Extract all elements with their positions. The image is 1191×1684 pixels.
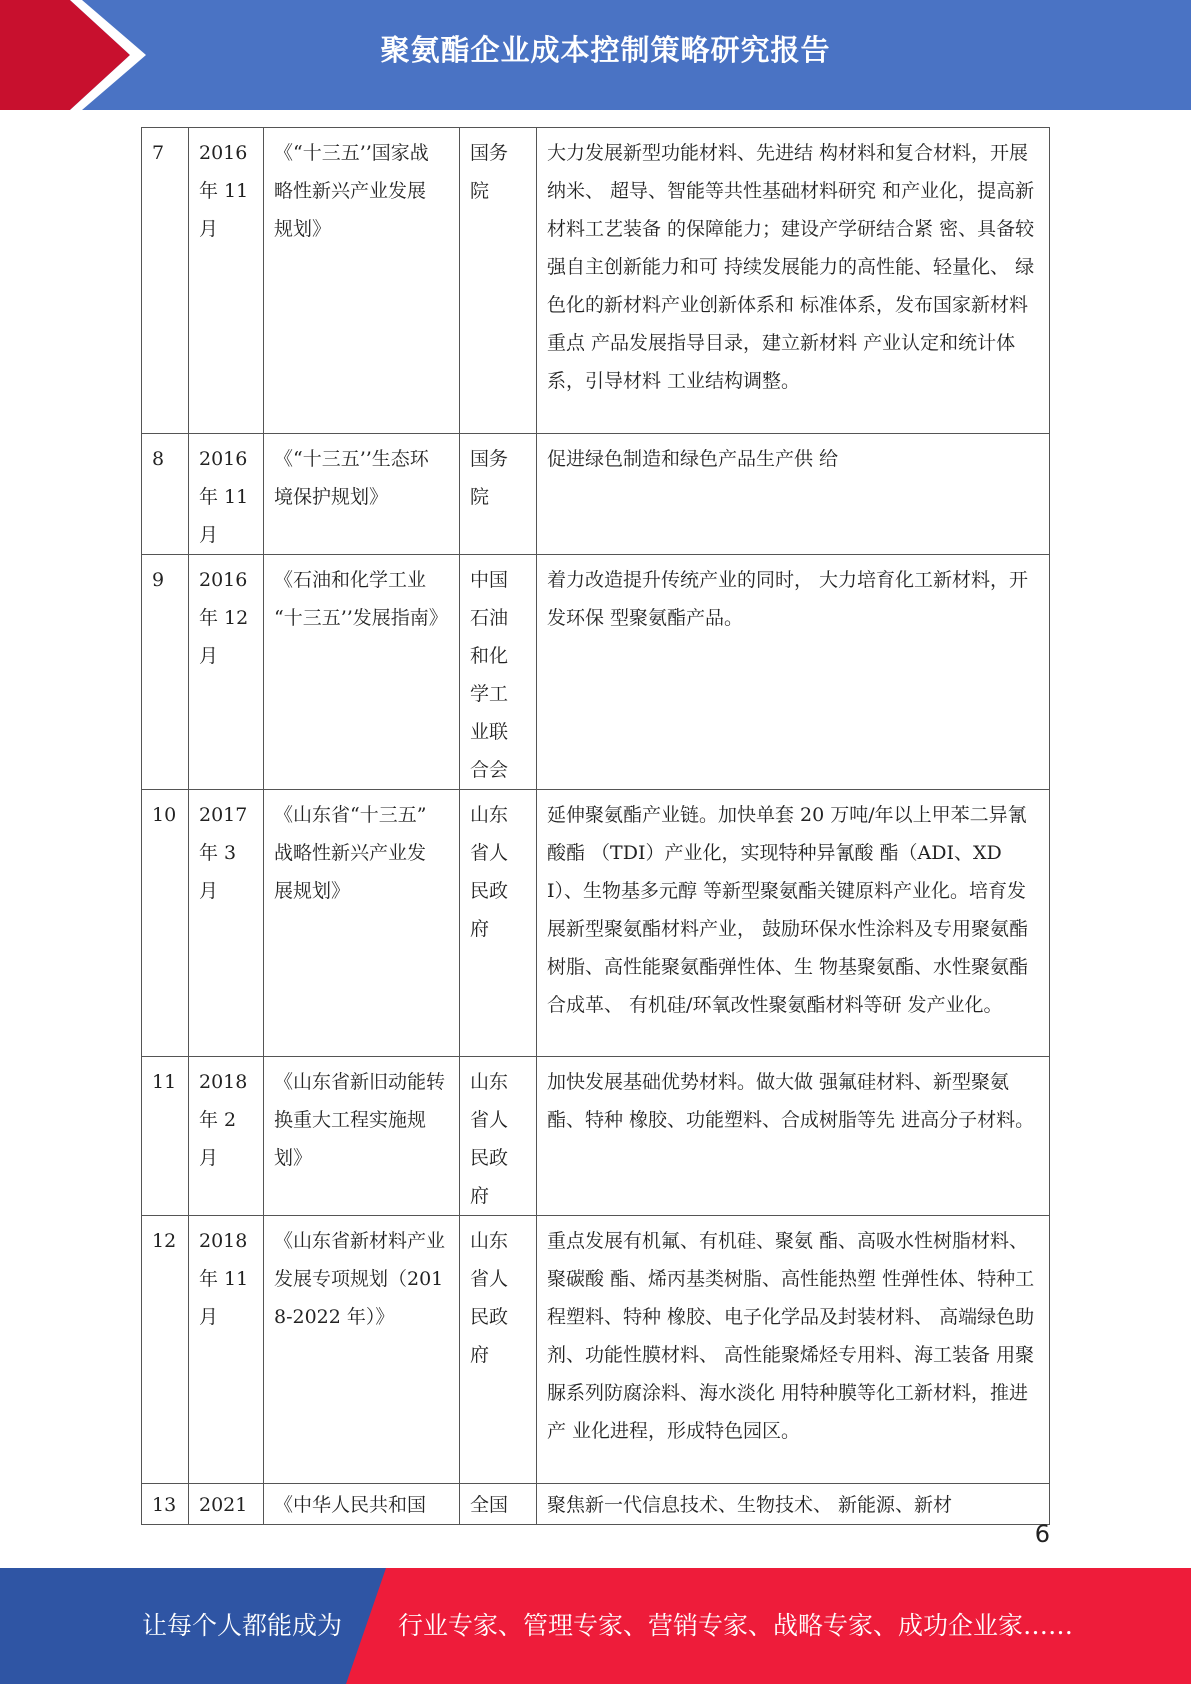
- table-row: [142, 1216, 1050, 1484]
- cell-issuer: 全国: [460, 1484, 537, 1525]
- cell-content: 大力发展新型功能材料、先进结 构材料和复合材料，开展纳米、 超导、智能等共性基础材料研究 和产业化，提高新材料工艺装备 的保障能力；建设产学研结合紧 密、具备较强自主创新能力和可 持续发展能力的高性能、轻量化、 绿色化的新材料产业创新体系和 标准体系，发布国家新材料重点 产品发展指导目录，建立新材料 产业认定和统计体系，引导材料 工业结构调整。: [537, 128, 1050, 434]
- cell-date: 2016 年 12 月: [189, 555, 264, 790]
- cell-number: 13: [142, 1484, 189, 1525]
- cell-number: 11: [142, 1057, 189, 1216]
- table-row: [142, 555, 1050, 790]
- cell-content: 加快发展基础优势材料。做大做 强氟硅材料、新型聚氨酯、特种 橡胶、功能塑料、合成树脂等先 进高分子材料。: [537, 1057, 1050, 1216]
- cell-number: 9: [142, 555, 189, 790]
- table-row: [142, 1484, 1050, 1525]
- cell-document: 《“十三五’’国家战 略性新兴产业发展 规划》: [264, 128, 460, 434]
- cell-document: 《山东省“十三五” 战略性新兴产业发 展规划》: [264, 790, 460, 1057]
- report-title: 聚氨酯企业成本控制策略研究报告: [380, 33, 831, 67]
- cell-content: 聚焦新一代信息技术、生物技术、 新能源、新材: [537, 1484, 1050, 1525]
- cell-content: 延伸聚氨酯产业链。加快单套 20 万吨/年以上甲苯二异氰酸酯 （TDI）产业化，实现特种异氰酸 酯（ADI、XDI）、生物基多元醇 等新型聚氨酯关键原料产业化。培育发展新型聚氨酯材料产业， 鼓励环保水性涂料及专用聚氨酯 树脂、高性能聚氨酯弹性体、生 物基聚氨酯、水性聚氨酯合成革、 有机硅/环氧改性聚氨酯材料等研 发产业化。: [537, 790, 1050, 1057]
- page-footer: [0, 1568, 1191, 1684]
- cell-document: 《“十三五’’生态环 境保护规划》: [264, 434, 460, 555]
- policy-table: [141, 127, 1050, 1525]
- cell-date: 2018 年 2 月: [189, 1057, 264, 1216]
- cell-number: 10: [142, 790, 189, 1057]
- cell-date: 2016 年 11 月: [189, 128, 264, 434]
- cell-issuer: 国务院: [460, 434, 537, 555]
- cell-content: 重点发展有机氟、有机硅、聚氨 酯、高吸水性树脂材料、聚碳酸 酯、烯丙基类树脂、高性能热塑 性弹性体、特种工程塑料、特种 橡胶、电子化学品及封装材料、 高端绿色助剂、功能性膜材料、 高性能聚烯烃专用料、海工装备 用聚脲系列防腐涂料、海水淡化 用特种膜等化工新材料，推进产 业化进程，形成特色园区。: [537, 1216, 1050, 1484]
- cell-issuer: 山东省人民政府: [460, 1057, 537, 1216]
- cell-date: 2021: [189, 1484, 264, 1525]
- cell-document: 《山东省新材料产业发展专项规划（2018-2022 年）》: [264, 1216, 460, 1484]
- footer-slogan-right: 行业专家、管理专家、营销专家、战略专家、成功企业家……: [398, 1611, 1074, 1640]
- cell-document: 《中华人民共和国: [264, 1484, 460, 1525]
- cell-content: 着力改造提升传统产业的同时， 大力培育化工新材料，开发环保 型聚氨酯产品。: [537, 555, 1050, 790]
- cell-date: 2018 年 11 月: [189, 1216, 264, 1484]
- table-row: [142, 790, 1050, 1057]
- table-row: [142, 128, 1050, 434]
- cell-issuer: 中国石油和化学工业联合会: [460, 555, 537, 790]
- page-header: [0, 0, 1191, 110]
- cell-issuer: 山东省人民政府: [460, 1216, 537, 1484]
- cell-document: 《石油和化学工业 “十三五’’发展指南》: [264, 555, 460, 790]
- cell-number: 12: [142, 1216, 189, 1484]
- cell-number: 7: [142, 128, 189, 434]
- cell-content: 促进绿色制造和绿色产品生产供 给: [537, 434, 1050, 555]
- table-row: [142, 434, 1050, 555]
- cell-date: 2017 年 3 月: [189, 790, 264, 1057]
- table-row: [142, 1057, 1050, 1216]
- cell-date: 2016 年 11 月: [189, 434, 264, 555]
- page-number: 6: [1034, 1520, 1050, 1548]
- cell-issuer: 国务院: [460, 128, 537, 434]
- cell-document: 《山东省新旧动能转换重大工程实施规划》: [264, 1057, 460, 1216]
- cell-issuer: 山东省人民政府: [460, 790, 537, 1057]
- cell-number: 8: [142, 434, 189, 555]
- footer-slogan-left: 让每个人都能成为: [142, 1611, 343, 1640]
